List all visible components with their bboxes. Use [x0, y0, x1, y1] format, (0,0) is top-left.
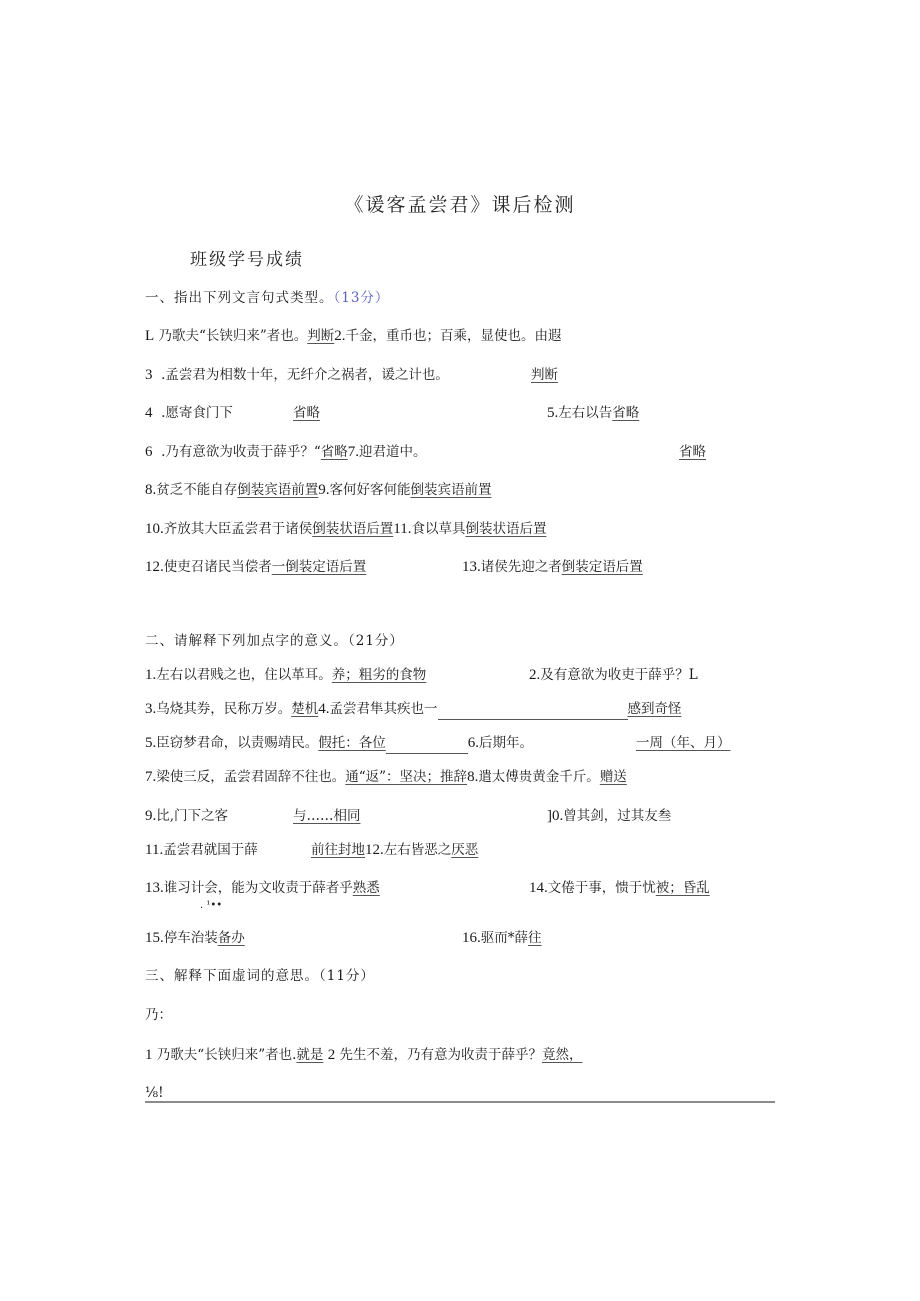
- item-answer: 倒装宾语前置: [237, 482, 319, 498]
- item-text: 停车治装: [163, 930, 218, 946]
- s2-row-4: [145, 767, 627, 787]
- item-number: 3.: [145, 701, 157, 717]
- s1-item-13: [462, 557, 643, 577]
- s2-row-2: [145, 699, 682, 720]
- item-answer: 前往封地: [311, 842, 365, 858]
- answer-blank: [438, 699, 628, 720]
- item-text: 左右以君贱之也，住以革耳。: [156, 667, 332, 683]
- item-text: 客何好客何能: [329, 482, 411, 498]
- item-answer: 被；昏乱: [655, 880, 710, 896]
- s2-item-14: [529, 878, 710, 898]
- item-number: 8.: [467, 769, 479, 785]
- section2-heading-text: 二、请解释下列加点字的意义。: [145, 633, 348, 649]
- item-text: 臣窃梦君命，以责赐靖民。: [156, 735, 319, 751]
- item-text: 文倦于事，愦于忧: [547, 880, 656, 896]
- item-text: .乃有意欲为收责于薛乎？“: [161, 444, 321, 460]
- item-text: 比,门下之客: [156, 808, 229, 824]
- bottom-rule: [145, 1101, 775, 1103]
- item-number: 15.: [145, 930, 164, 946]
- item-text: 千金，重币也；百乘，显使也。由遐: [345, 328, 562, 344]
- item-number: 13.: [145, 880, 164, 896]
- item-text: 谁习计会，能为文收责于薛者乎: [163, 880, 353, 896]
- s1-row-1: [145, 326, 562, 346]
- s2-item-2: [529, 665, 698, 685]
- item-number: 11.: [393, 521, 412, 537]
- item-answer: 省略: [320, 444, 348, 460]
- section3-heading-text: 三、解释下面虚词的意思。: [145, 968, 319, 984]
- item-number: 1: [145, 1047, 153, 1063]
- item-number: L: [145, 328, 155, 344]
- s1-row-3: [145, 403, 233, 423]
- item-number: 4: [145, 405, 153, 421]
- s2-row-6: [145, 840, 258, 860]
- s2-row-6b: [311, 840, 478, 860]
- item-answer: 省略: [612, 405, 640, 421]
- item-number: 12.: [145, 559, 164, 575]
- item-answer: 判断: [531, 367, 558, 383]
- item-answer: 厌恶: [451, 842, 479, 858]
- s2-item-16: [462, 928, 542, 948]
- item-text: 左右以告: [558, 405, 613, 421]
- section3-heading: [145, 966, 375, 986]
- item-number: 2.: [529, 667, 541, 683]
- stray-marks: . ¹••: [200, 900, 223, 911]
- item-answer: 倒装定语后置: [561, 559, 643, 575]
- item-text: 驱而*薛: [480, 930, 528, 946]
- item-number: 2.: [334, 328, 346, 344]
- item-number: 14.: [529, 880, 548, 896]
- item-number: 3: [145, 367, 153, 383]
- item-number: 13.: [462, 559, 481, 575]
- item-text: 贫乏不能自存: [156, 482, 238, 498]
- item-answer: 倒装状语后置: [465, 521, 547, 537]
- item-text: 齐放其大臣孟尝君于诸侯: [163, 521, 313, 537]
- s1-row-5: [145, 480, 492, 500]
- item-number: 5.: [145, 735, 157, 751]
- item-answer: 熟悉: [352, 880, 380, 896]
- section1-points: （13分）: [333, 290, 390, 306]
- item-answer: 省略: [293, 405, 320, 421]
- item-text: 食以草具: [411, 521, 466, 537]
- trailing-text: ⅛!: [145, 1085, 164, 1101]
- item-text: 后期年。: [479, 735, 533, 751]
- s2-item-10: [547, 806, 671, 826]
- item-answer: 感到奇怪: [627, 701, 682, 717]
- item-answer: 赠送: [599, 769, 627, 785]
- item-answer: 楚机: [291, 701, 319, 717]
- item-text: 乌烧其券，民称万岁。: [156, 701, 292, 717]
- item-number: 6.: [467, 735, 479, 751]
- item-number: 9.: [145, 808, 157, 824]
- item-answer: 就是: [296, 1047, 324, 1063]
- item-answer: 倒装宾语前置: [410, 482, 492, 498]
- item-text: 使吏召诸民当偿者: [163, 559, 272, 575]
- answer-blank: [386, 733, 468, 754]
- item-answer: 通“返”：坚决；推辞: [345, 769, 468, 785]
- item-text: 诸侯先迎之者: [480, 559, 562, 575]
- s1-row-7: [145, 557, 366, 577]
- item-text: 乃歌夫“长铗归来”者也。: [158, 328, 308, 344]
- item-text: 孟尝君就国于薛: [163, 842, 258, 858]
- item-answer: 与……相同: [293, 808, 361, 824]
- item-answer: 判断: [307, 328, 335, 344]
- item-number: 5.: [547, 405, 559, 421]
- item-answer: 往: [528, 930, 542, 946]
- s2-row-3: [145, 733, 533, 754]
- item-text: 遣太傅贵黄金千斤。: [478, 769, 600, 785]
- item-number: 7.: [145, 769, 157, 785]
- item-number: 11.: [145, 842, 164, 858]
- item-answer: 一倒装定语后置: [271, 559, 367, 575]
- section1-heading: [145, 288, 389, 308]
- item-answer: 竟然，: [542, 1047, 583, 1063]
- item-text: 梁使三反，孟尝君固辞不往也。: [156, 769, 346, 785]
- item-number: ]0.: [547, 808, 564, 824]
- function-word-label: 乃：: [145, 1007, 172, 1023]
- item-answer: 备办: [217, 930, 245, 946]
- item-answer: 假托：各位: [318, 735, 386, 751]
- item-text: 孟尝君隼其疾也一: [329, 701, 438, 717]
- item-number: 2: [327, 1047, 336, 1063]
- item-number: 1.: [145, 667, 157, 683]
- item-answer: 养；粗劣的食物: [331, 667, 427, 683]
- item-text: 先生不羞，乃有意为收责于薛乎？: [339, 1047, 542, 1063]
- item-number: 4.: [318, 701, 330, 717]
- item-answer: 倒装状语后置: [312, 521, 394, 537]
- section2-points: （21分）: [348, 633, 404, 649]
- item-text: .愿寄食门下: [161, 405, 233, 421]
- item-number: 16.: [462, 930, 481, 946]
- s1-row-2: [145, 365, 449, 385]
- item-text: 曾其剑，过其友叁: [563, 808, 672, 824]
- item-text: 左右皆恶之: [383, 842, 452, 858]
- item-text: 及有意欲为收吏于薛乎？L: [540, 667, 698, 683]
- section3-points: （11分）: [319, 968, 375, 984]
- item-answer: 省略: [679, 444, 706, 460]
- page-title: 《谖客孟尝君》课后检测: [344, 194, 576, 216]
- item-text: 迎君道中。: [359, 444, 427, 460]
- s1-row-6: [145, 519, 546, 539]
- s1-row-4: [145, 442, 427, 462]
- item-answer: 一周（年、月）: [636, 735, 731, 751]
- s2-row-5: [145, 806, 228, 826]
- s1-item-5: [547, 403, 639, 423]
- student-info-line: 班级学号成绩: [190, 250, 304, 270]
- item-number: 6: [145, 444, 153, 460]
- s2-row-7: [145, 878, 380, 898]
- item-number: 8.: [145, 482, 157, 498]
- item-text: .孟尝君为相数十年，无纤介之祸者，谖之计也。: [161, 367, 449, 383]
- s3-row-1: [145, 1045, 583, 1065]
- s2-row-8: [145, 928, 245, 948]
- s2-row-1: [145, 665, 426, 685]
- item-number: 9.: [318, 482, 330, 498]
- section1-heading-text: 一、指出下列文言句式类型。: [145, 290, 334, 306]
- section2-heading: [145, 631, 404, 651]
- item-text: 乃歌夫“长铗归来”者也.: [156, 1047, 297, 1063]
- item-number: 12.: [365, 842, 384, 858]
- item-number: 7.: [347, 444, 360, 460]
- item-number: 10.: [145, 521, 164, 537]
